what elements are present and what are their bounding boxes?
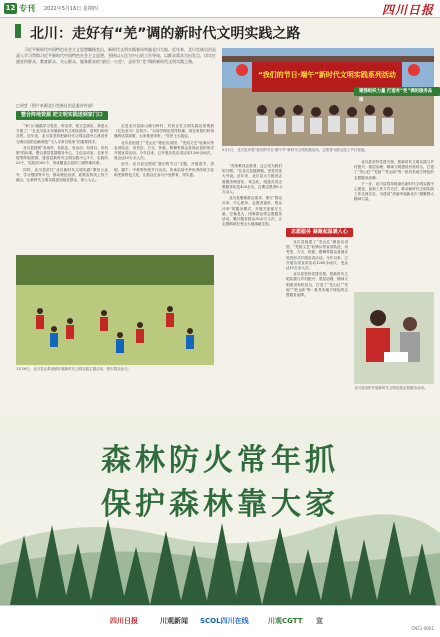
- title-accent: [15, 24, 21, 38]
- article-byline: □刘莹（图片来源北川羌族自治县委宣传部）: [16, 103, 96, 108]
- volunteer-illustration: [354, 292, 434, 384]
- footer-brand-scol: SCOL四川在线: [200, 617, 249, 625]
- paragraph: 此外，北川县还围绕“我们的节日”主题，开展春节、清明、端午、中秋等传统节日活动，传承弘扬中华优秀传统文化和羌族特色文化，让群众在参与中受教育、得实惠。: [114, 162, 214, 177]
- slogan-line-1: 森林防火常年抓: [101, 443, 339, 478]
- photo-festival-event: [222, 48, 434, 146]
- subhead-1: 整合阵地资源 把文明实践送到家门口: [16, 111, 108, 120]
- page-footer: [0, 605, 440, 637]
- text-column-1: [16, 124, 108, 184]
- paragraph: 北川县聚焦群众需求，推行“群众点单、中心派单、志愿者接单、群众评单”的服务模式，开展关爱留守儿童、空巢老人、困难群众等志愿服务活动，累计服务群众30余万人次，让志愿精神在羌山大地落地生根。: [222, 196, 282, 227]
- forest-fire-banner: [0, 415, 440, 605]
- newspaper-logo: 四川日报: [381, 3, 434, 17]
- photo-community-event: [16, 255, 214, 365]
- footer-code: CN51-0001: [411, 626, 434, 631]
- banner-slogan-in-photo: “我们的节日·端午”新时代文明实践系列活动: [258, 71, 396, 79]
- text-column-3: [222, 164, 282, 404]
- paragraph: 北川县组建了“羌山红”理论宣讲团、“羌韵文艺”轻骑兵等宣讲队伍，用羌语、方言、快板、歌舞等群众喜闻乐见的形式开展宣讲活动。今年以来，已开展各类宣讲活动1200余场次，受众达10万余人次。: [114, 140, 214, 161]
- footer-brand-chuanguan: 川观新闻: [160, 617, 188, 625]
- festival-scene-illustration: [222, 48, 434, 146]
- text-column-2: [114, 124, 214, 179]
- section-name: 专刊: [19, 4, 35, 13]
- page-number: 12: [5, 4, 16, 12]
- article-lead: 习近平新时代中国特色社会主义思想飘扬羌山，新时代文明实践春风吹遍北川大地。近年来，北川羌族自治县深入学习贯彻习近平新时代中国特色社会主义思想，坚持以人民为中心的工作导向，以群众需求为出发点，切实打通宣传群众、教育群众、关心群众、服务群众的“最后一公里”，走好有“羌”调的新时代文明实践之路。: [16, 47, 216, 64]
- paragraph: “有困难找志愿者，这已成为我们的习惯。”在北川县擂鼓镇，老党员张大爷说。近年来，北川县大力推进志愿服务制度化、常态化，组建各类志愿服务队伍420余支，注册志愿者6.2万余人。: [222, 164, 282, 195]
- paragraph: 走进北川县曲山镇石岭村，村民正在文明实践站里观看《红色北川》宣传片。“以前学理论觉得枯燥，现在用我们听得懂的话讲政策，大家都爱来听。”村民王大姐说。: [114, 124, 214, 139]
- subhead-3: 建强组织力量 打造有“羌”调的服务品牌: [354, 87, 440, 96]
- paragraph: “家门口就能学习党史、听宣讲、看文艺演出，真是太方便了！”在北川县永安镇新时代文明实践所，居民们纷纷点赞。近年来，北川县坚持把新时代文明实践中心建设作为推动党的创新理论“飞入寻常百姓家”的重要抓手。: [16, 124, 108, 144]
- paragraph: 北川县坚持党建引领，把新时代文明实践与乡村振兴、基层治理、精神文明建设有机结合，打造了“羌山红”“羌韵”“羌山绿”等一批具有地方特色的志愿服务品牌。: [286, 272, 348, 298]
- paragraph: 下一步，北川县将持续深化新时代文明实践中心建设，创新工作方式方法，推动新时代文明实践工作走深走实，为建设“美丽幸福新北川”凝聚强大精神力量。: [354, 181, 434, 202]
- paragraph: 北川县坚持党建引领，把新时代文明实践与乡村振兴、基层治理、精神文明建设有机结合，打造了“羌山红”“羌韵”“羌山绿”等一批具有地方特色的志愿服务品牌。: [354, 160, 434, 180]
- photo-volunteer: [354, 292, 434, 384]
- paragraph: 北川县组建了“羌山红”理论宣讲团、“羌韵文艺”轻骑兵等宣讲队伍，用羌语、方言、快板、歌舞等群众喜闻乐见的形式开展宣讲活动。今年以来，已开展各类宣讲活动1200余场次，受众达10万余人次。: [286, 240, 348, 271]
- text-column-5: [354, 160, 434, 290]
- subhead-2: 志愿服务 凝聚起温暖人心: [286, 228, 353, 237]
- article-title: 北川：走好有“羌”调的新时代文明实践之路: [30, 26, 301, 42]
- paragraph: 同时，北川县依托“北川新时代文明实践”微信公众号、学习强国等平台，推动理论宣讲、政策宣传线上线下融合，让新时代文明实践更加贴近群众、深入人心。: [16, 167, 108, 183]
- page-header: [0, 0, 440, 18]
- paragraph: 北川县按照“有场所、有队伍、有活动、有项目、有机制”的标准，整合基层党群服务中心、文化活动室、农家书屋等阵地资源，建成县新时代文明实践中心1个、实践所23个、实践站302个，形成覆盖全县的三级阵地体系。: [16, 145, 108, 166]
- caption-bottom-left-photo: 1月26日，北川县在禹里镇开展新时代文明实践主题活动，吸引群众参与。: [16, 367, 132, 371]
- slogan-line-2: 保护森林靠大家: [101, 487, 339, 522]
- footer-brand-sichuan-daily: 四川日报: [110, 617, 138, 625]
- text-column-4: [286, 240, 348, 405]
- footer-brand-cgtt: 川观CGTT: [268, 617, 303, 625]
- caption-right-photo: 北川县组织开展新时代文明实践志愿服务活动。: [354, 386, 428, 390]
- crowd-scene-illustration: [16, 255, 214, 365]
- footer-brand-xuan: 宣: [316, 617, 323, 625]
- caption-top-photo: 5月1日，北川县开展“我们的节日·端午节”新时代文明实践活动，志愿者为群众送上节日祝福。: [222, 148, 368, 152]
- issue-date: 2022年5月16日 星期四: [44, 6, 98, 12]
